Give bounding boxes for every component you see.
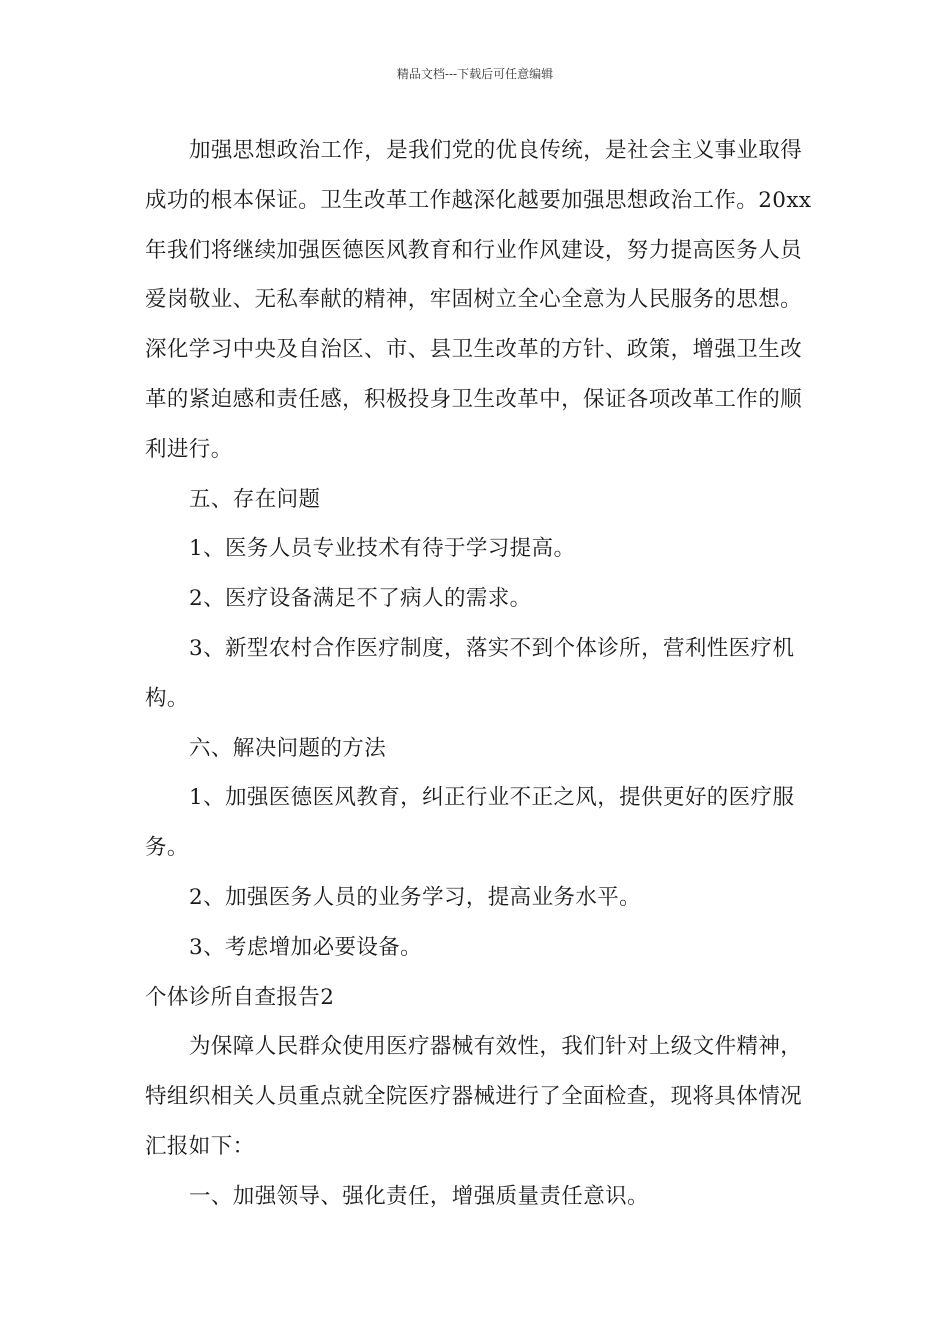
solution-item-3: 3、考虑增加必要设备。 — [189, 934, 423, 960]
paragraph-ideology: 加强思想政治工作，是我们党的优良传统，是社会主义事业取得成功的根本保证。卫生改革工作越深化越要加强思想政治工作。20xx年我们将继续加强医德医风教育和行业作风建设，努力提高医务人员爱岗敬业、无私奉献的精神，牢固树立全心全意为人民服务的思想。深化学习中央及自治区、市、县卫生改革的方针、政策，增强卫生改革的紧迫感和责任感，积极投身卫生改革中，保证各项改革工作的顺利进行。 — [145, 138, 812, 462]
problem-item-1: 1、医务人员专业技术有待于学习提高。 — [189, 536, 576, 562]
problem-item-3: 3、新型农村合作医疗制度，落实不到个体诊所，营利性医疗机构。 — [145, 635, 795, 711]
section-heading-problems: 五、存在问题 — [189, 486, 321, 512]
solution-item-2: 2、加强医务人员的业务学习，提高业务水平。 — [189, 884, 642, 910]
report-title-2: 个体诊所自查报告2 — [145, 984, 335, 1010]
paragraph-intro-2: 为保障人民群众使用医疗器械有效性，我们针对上级文件精神，特组织相关人员重点就全院医疗器械进行了全面检查，现将具体情况汇报如下： — [145, 1034, 803, 1159]
solution-item-1: 1、加强医德医风教育，纠正行业不正之风，提供更好的医疗服务。 — [145, 785, 795, 861]
section-heading-solutions: 六、解决问题的方法 — [189, 735, 387, 761]
problem-item-2: 2、医疗设备满足不了病人的需求。 — [189, 586, 532, 612]
page-header: 精品文档---下载后可任意编辑 — [396, 67, 554, 81]
section-heading-leadership: 一、加强领导、强化责任，增强质量责任意识。 — [189, 1183, 649, 1209]
document-body — [145, 126, 813, 1222]
